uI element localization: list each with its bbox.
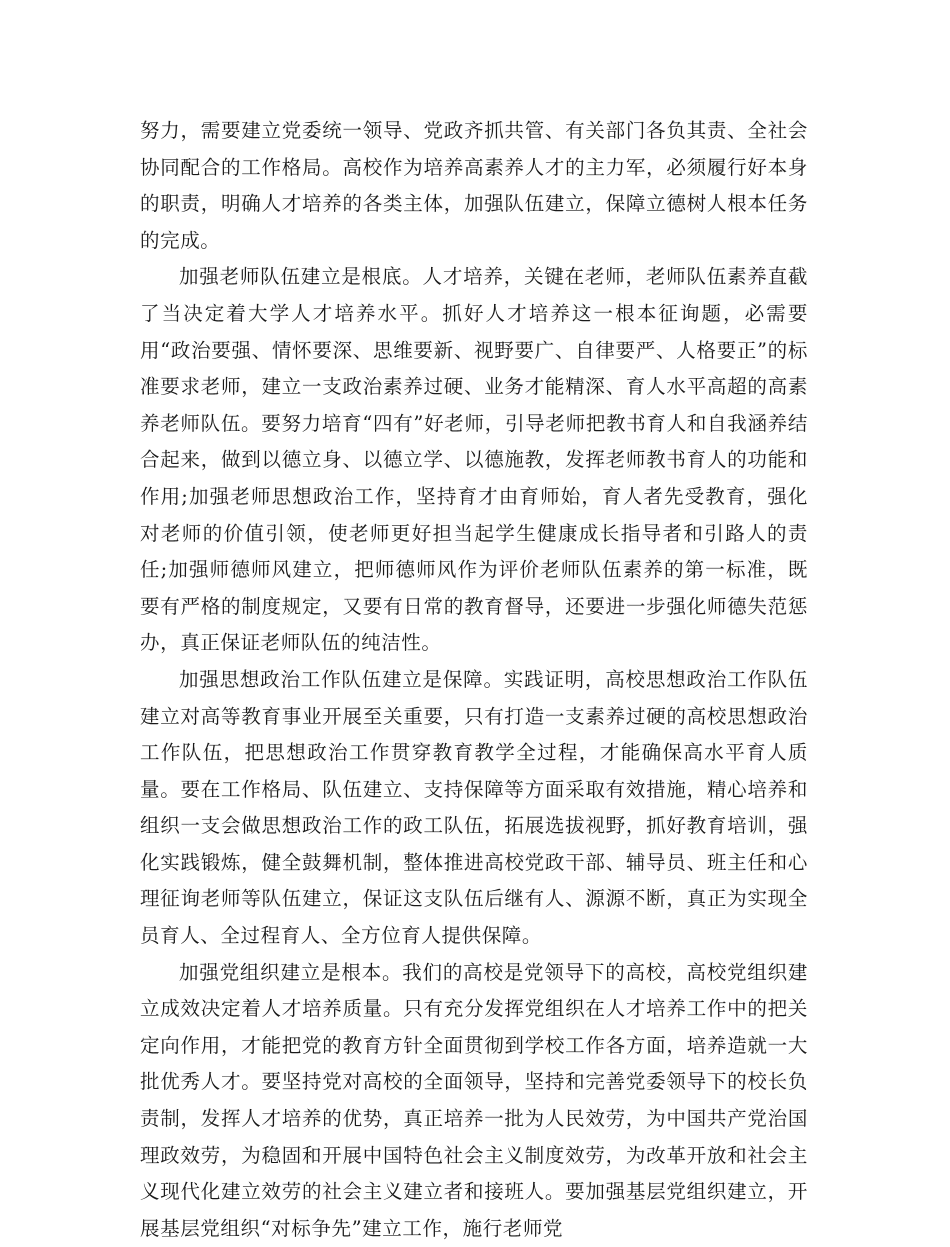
document-body [140,113,808,1247]
paragraph-ideological-work-team: 加强思想政治工作队伍建立是保障。实践证明，高校思想政治工作队伍建立对高等教育事业开展至关重要，只有打造一支素养过硬的高校思想政治工作队伍，把思想政治工作贯穿教育教学全过程，才能确保高水平育人质量。要在工作格局、队伍建立、支持保障等方面采取有效措施，精心培养和组织一支会做思想政治工作的政工队伍，拓展选拔视野，抓好教育培训，强化实践锻炼，健全鼓舞机制，整体推进高校党政干部、辅导员、班主任和心理征询老师等队伍建立，保证这支队伍后继有人、源源不断，真正为实现全员育人、全过程育人、全方位育人提供保障。 [140,667,808,948]
paragraph-teacher-team: 加强老师队伍建立是根底。人才培养，关键在老师，老师队伍素养直截了当决定着大学人才培养水平。抓好人才培养这一根本征询题，必需要用“政治要强、情怀要深、思维要新、视野要广、自律要严、人格要正”的标准要求老师，建立一支政治素养过硬、业务才能精深、育人水平高超的高素养老师队伍。要努力培育“四有”好老师，引导老师把教书育人和自我涵养结合起来，做到以德立身、以德立学、以德施教，发挥老师教书育人的功能和作用;加强老师思想政治工作，坚持育才由育师始，育人者先受教育，强化对老师的价值引领，使老师更好担当起学生健康成长指导者和引路人的责任;加强师德师风建立，把师德师风作为评价老师队伍素养的第一标准，既要有严格的制度规定，又要有日常的教育督导，还要进一步强化师德失范惩办，真正保证老师队伍的纯洁性。 [140,265,808,655]
paragraph-party-organization: 加强党组织建立是根本。我们的高校是党领导下的高校，高校党组织建立成效决定着人才培养质量。只有充分发挥党组织在人才培养工作中的把关定向作用，才能把党的教育方针全面贯彻到学校工作各方面，培养造就一大批优秀人才。要坚持党对高校的全面领导，坚持和完善党委领导下的校长负责制，发挥人才培养的优势，真正培养一批为人民效劳，为中国共产党治国理政效劳，为稳固和开展中国特色社会主义制度效劳，为改革开放和社会主义现代化建立效劳的社会主义建立者和接班人。要加强基层党组织建立，开展基层党组织“对标争先”建立工作，施行老师党 [140,960,808,1240]
paragraph-continuation: 努力，需要建立党委统一领导、党政齐抓共管、有关部门各负其责、全社会协同配合的工作格局。高校作为培养高素养人才的主力军，必须履行好本身的职责，明确人才培养的各类主体，加强队伍建立，保障立德树人根本任务的完成。 [140,119,808,252]
